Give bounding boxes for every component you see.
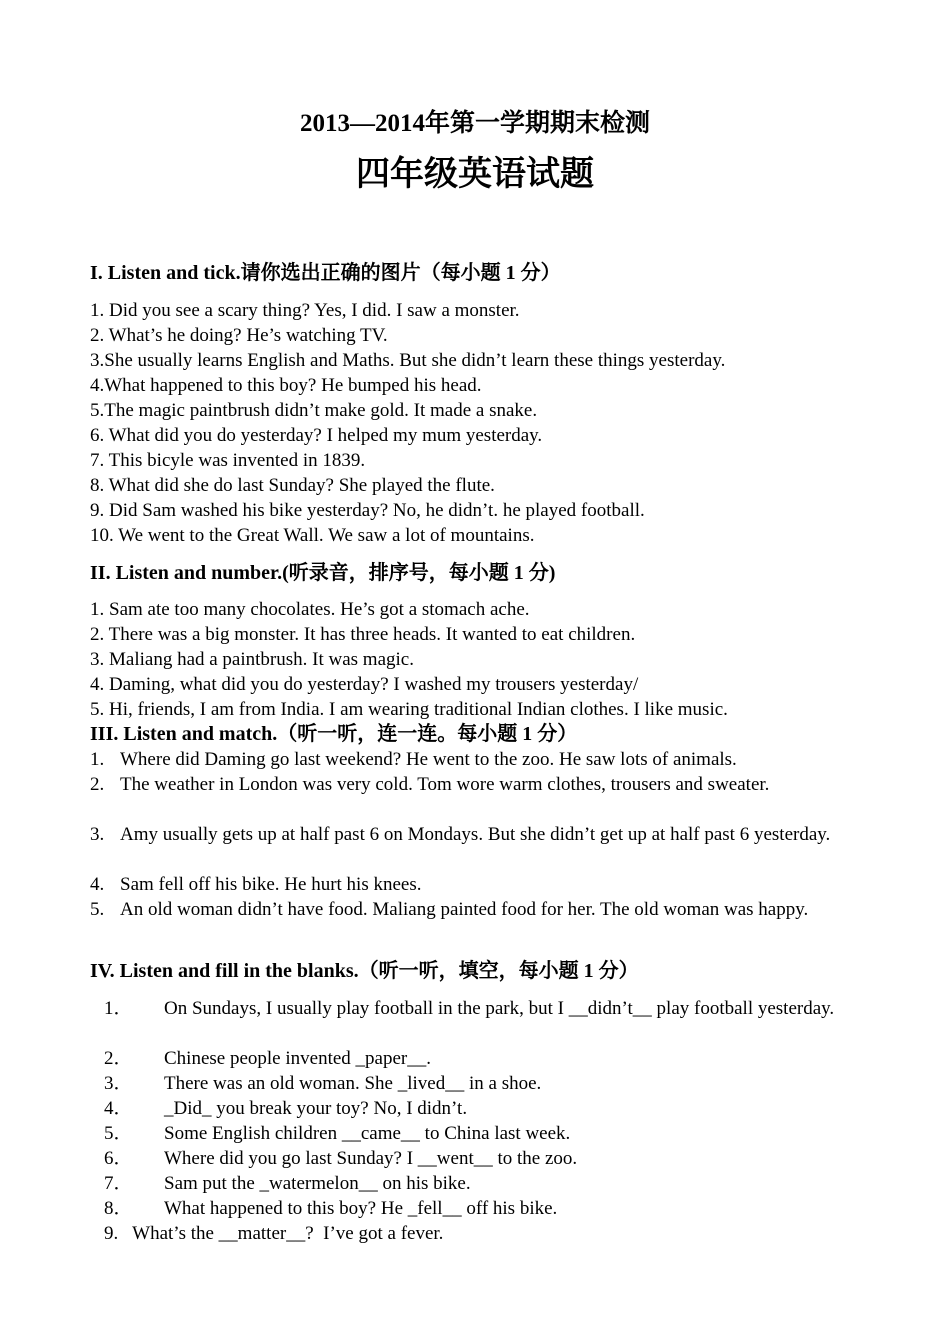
item-text: _Did_ you break your toy? No, I didn’t.	[164, 1098, 468, 1119]
item-number: 3.	[90, 824, 105, 845]
listening-item: 9. Did Sam washed his bike yesterday? No, he didn’t. he played football.	[90, 500, 645, 521]
match-item	[90, 747, 860, 772]
item-number: 4.	[90, 874, 105, 895]
match-item	[90, 822, 860, 847]
item-text: Where did Daming go last weekend? He went to the zoo. He saw lots of animals.	[120, 749, 737, 770]
item-number: 8．	[104, 1198, 133, 1219]
listening-item: 2. There was a big monster. It has three heads. It wanted to eat children.	[90, 624, 636, 645]
listening-item: 1. Did you see a scary thing? Yes, I did. I saw a monster.	[90, 300, 520, 321]
item-number: 3．	[104, 1073, 133, 1094]
item-text: There was an old woman. She _lived__ in a shoe.	[164, 1073, 542, 1094]
item-number: 1．	[104, 998, 133, 1019]
blank-item: 9. What’s the __matter__? I’ve got a fever.	[104, 1223, 444, 1244]
blank-item	[104, 1146, 860, 1171]
term-title: 2013—2014年第一学期期末检测	[299, 110, 650, 137]
item-number: 5．	[104, 1123, 133, 1144]
listening-item: 6. What did you do yesterday? I helped my mum yesterday.	[90, 425, 543, 446]
listening-item: 7. This bicyle was invented in 1839.	[90, 450, 366, 471]
item-text: Chinese people invented _paper__.	[164, 1048, 431, 1069]
section-2-heading: II. Listen and number.(听录音，排序号，每小题 1 分)	[90, 562, 556, 584]
item-number: 2.	[90, 774, 105, 795]
match-item	[90, 872, 860, 897]
item-text: On Sundays, I usually play football in the park, but I __didn’t__ play football yesterday.	[164, 998, 835, 1019]
section-4-heading: IV. Listen and fill in the blanks.（听一听，填空，每小题 1 分）	[90, 960, 639, 982]
listening-item: 10. We went to the Great Wall. We saw a lot of mountains.	[90, 525, 535, 546]
item-text: An old woman didn’t have food. Maliang painted food for her. The old woman was happy.	[120, 899, 809, 920]
item-number: 5.	[90, 899, 105, 920]
blank-item	[104, 1121, 860, 1146]
item-text: Sam put the _watermelon__ on his bike.	[164, 1173, 471, 1194]
listening-item: 4.What happened to this boy? He bumped his head.	[90, 375, 482, 396]
listening-item: 3. Maliang had a paintbrush. It was magic.	[90, 649, 414, 670]
item-text: What happened to this boy? He _fell__ off his bike.	[164, 1198, 558, 1219]
item-number: 1.	[90, 749, 105, 770]
blank-item	[104, 1071, 860, 1096]
listening-item: 3.She usually learns English and Maths. But she didn’t learn these things yesterday.	[90, 350, 726, 371]
item-text: Amy usually gets up at half past 6 on Mondays. But she didn’t get up at half past 6 yesterday.	[120, 824, 831, 845]
blank-item	[104, 1196, 860, 1221]
listening-item: 1. Sam ate too many chocolates. He’s got a stomach ache.	[90, 599, 530, 620]
exam-title: 四年级英语试题	[356, 154, 594, 194]
listening-item: 8. What did she do last Sunday? She played the flute.	[90, 475, 495, 496]
blank-item	[104, 1171, 860, 1196]
item-number: 7．	[104, 1173, 133, 1194]
item-text: Sam fell off his bike. He hurt his knees.	[120, 874, 422, 895]
listening-item: 5.The magic paintbrush didn’t make gold. It made a snake.	[90, 400, 538, 421]
blank-item	[104, 1096, 860, 1121]
item-number: 2．	[104, 1048, 133, 1069]
section-3-heading: III. Listen and match.（听一听，连一连。每小题 1 分）	[90, 723, 578, 745]
listening-item: 2. What’s he doing? He’s watching TV.	[90, 325, 388, 346]
item-number: 6．	[104, 1148, 133, 1169]
item-text: Where did you go last Sunday? I __went__ to the zoo.	[164, 1148, 578, 1169]
listening-item: 4. Daming, what did you do yesterday? I washed my trousers yesterday/	[90, 674, 639, 695]
item-number: 4．	[104, 1098, 133, 1119]
section-1-heading: I. Listen and tick.请你选出正确的图片（每小题 1 分）	[90, 262, 561, 284]
match-item	[90, 772, 860, 797]
item-text: Some English children __came__ to China last week.	[164, 1123, 571, 1144]
blank-item	[104, 1046, 860, 1071]
item-text: The weather in London was very cold. Tom wore warm clothes, trousers and sweater.	[120, 774, 770, 795]
blank-item	[104, 996, 860, 1021]
match-item	[90, 897, 860, 922]
listening-item: 5. Hi, friends, I am from India. I am wearing traditional Indian clothes. I like music.	[90, 699, 728, 720]
